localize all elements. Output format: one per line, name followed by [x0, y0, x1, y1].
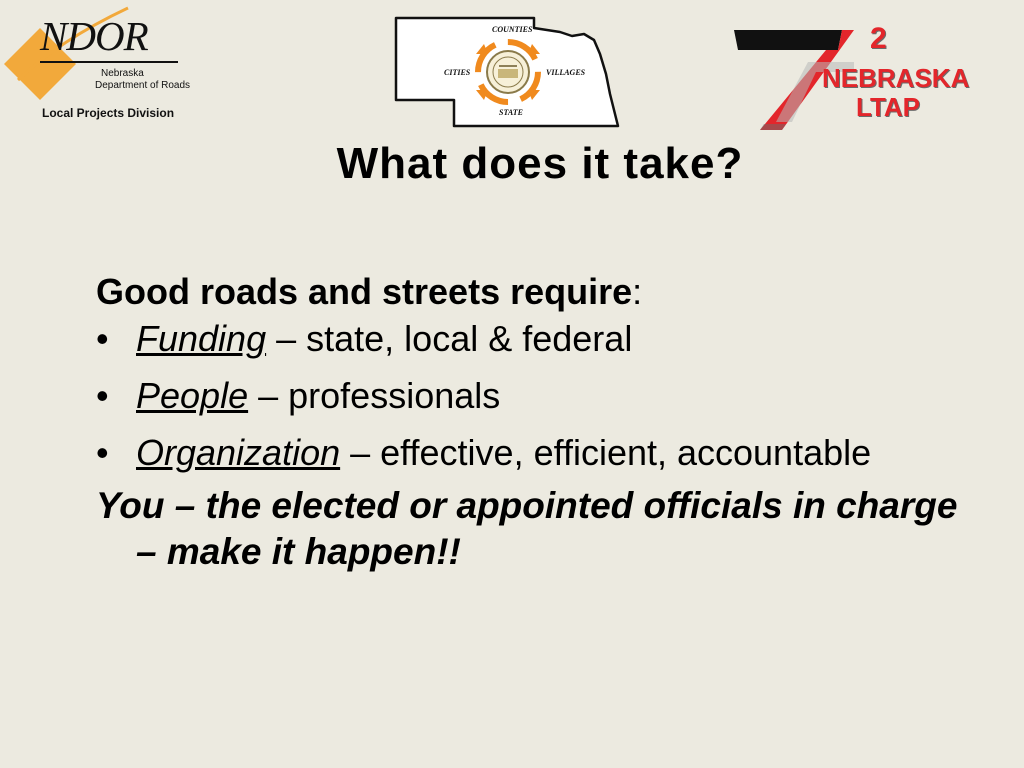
ndor-subtitle-line1: Nebraska [101, 68, 144, 79]
ltap-line2: LTAP [856, 92, 921, 122]
slide-body [96, 270, 966, 575]
ltap-line1: NEBRASKA [822, 63, 970, 93]
nebraska-map-logo [392, 14, 624, 130]
intro-text [96, 270, 966, 314]
bullet-term: Organization [136, 432, 341, 473]
bullet-icon: • [96, 318, 109, 359]
ndor-subtitle-line2: Department of Roads [95, 80, 191, 91]
list-item [96, 373, 966, 418]
slide-title: What does it take? [336, 139, 744, 188]
list-item [96, 430, 966, 475]
map-label-cities: CITIES [444, 68, 471, 77]
bullet-text: – professionals [248, 375, 501, 416]
bullet-icon: • [96, 375, 109, 416]
ndor-subtitle [95, 68, 235, 92]
intro-colon: : [632, 271, 643, 312]
bullet-text: – state, local & federal [266, 318, 633, 359]
ndor-logo [0, 0, 230, 125]
ltap-number: 2 [870, 22, 887, 55]
closing-statement: You – the elected or appointed officials in charge – make it happen!! [96, 485, 958, 572]
map-label-counties: COUNTIES [492, 25, 533, 34]
requirements-list [96, 316, 966, 475]
ndor-division: Local Projects Division [42, 106, 175, 120]
bullet-icon: • [96, 432, 109, 473]
bullet-term: Funding [136, 318, 267, 359]
ndor-letters: NDOR [40, 13, 148, 59]
bullet-term: People [136, 375, 249, 416]
ltap-logo [730, 20, 970, 132]
list-item [96, 316, 966, 361]
intro-label: Good roads and streets require [96, 271, 633, 312]
bullet-text: – effective, efficient, accountable [340, 432, 872, 473]
map-label-state: STATE [499, 108, 524, 117]
map-label-villages: VILLAGES [546, 68, 586, 77]
